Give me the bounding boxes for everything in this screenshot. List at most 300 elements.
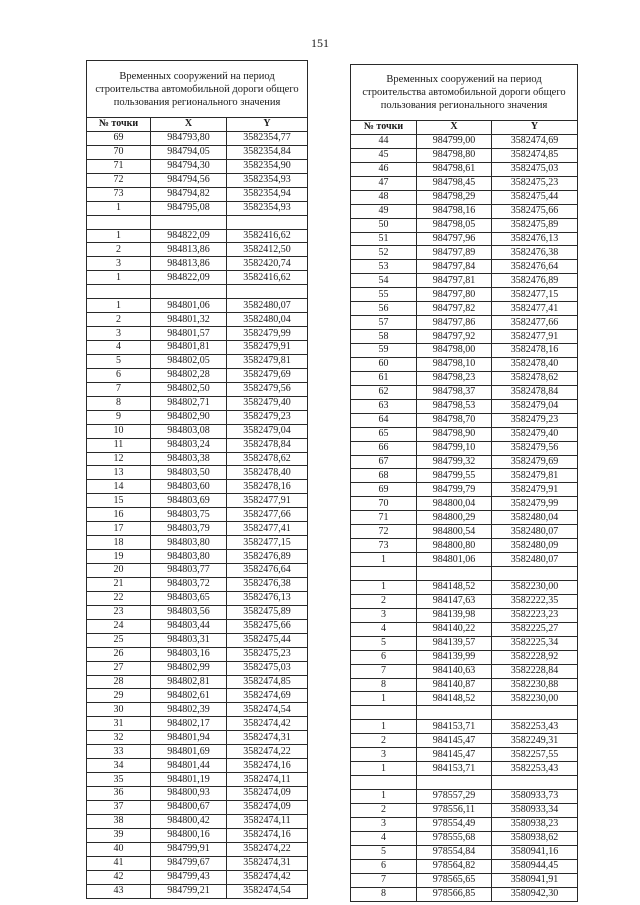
x-coordinate-cell: 978566,85: [417, 887, 492, 901]
y-coordinate-cell: 3582479,99: [492, 497, 578, 511]
point-number-cell: [351, 776, 417, 790]
table-row: [87, 814, 308, 828]
y-coordinate-cell: 3582478,40: [492, 357, 578, 371]
y-coordinate-cell: 3582476,64: [492, 260, 578, 274]
x-coordinate-cell: 984798,16: [417, 204, 492, 218]
page-number: 151: [311, 36, 329, 50]
x-coordinate-cell: 984813,86: [151, 243, 227, 257]
x-coordinate-cell: 984139,98: [417, 608, 492, 622]
x-coordinate-cell: 984140,87: [417, 678, 492, 692]
table-row: [87, 396, 308, 410]
point-number-cell: 57: [351, 316, 417, 330]
point-number-cell: 16: [87, 508, 151, 522]
table-row: [87, 187, 308, 201]
point-number-cell: 30: [87, 703, 151, 717]
table-row: [351, 232, 578, 246]
y-coordinate-cell: 3582228,84: [492, 664, 578, 678]
point-number-cell: 1: [351, 553, 417, 567]
table-row: [351, 260, 578, 274]
table-row: [87, 689, 308, 703]
y-coordinate-cell: 3582474,54: [227, 703, 308, 717]
table-row: [351, 622, 578, 636]
table-row: [87, 229, 308, 243]
point-number-cell: 4: [87, 341, 151, 355]
table-row: [87, 131, 308, 145]
point-number-cell: 1: [87, 299, 151, 313]
x-coordinate-cell: 984799,10: [417, 441, 492, 455]
point-number-cell: 73: [351, 539, 417, 553]
x-coordinate-cell: 978554,84: [417, 845, 492, 859]
x-coordinate-cell: 984798,05: [417, 218, 492, 232]
x-coordinate-cell: 984803,75: [151, 508, 227, 522]
table-row: [351, 385, 578, 399]
y-coordinate-cell: 3582354,93: [227, 201, 308, 215]
point-number-cell: 7: [87, 382, 151, 396]
point-number-cell: 2: [351, 594, 417, 608]
point-number-cell: 32: [87, 731, 151, 745]
x-coordinate-cell: 984799,43: [151, 870, 227, 884]
table-row: [87, 480, 308, 494]
table-row: [351, 790, 578, 804]
table-row: [351, 218, 578, 232]
table-row: [87, 759, 308, 773]
x-coordinate-cell: 984795,08: [151, 201, 227, 215]
x-coordinate-cell: 984802,05: [151, 354, 227, 368]
table-row: [351, 776, 578, 790]
table-row: [351, 357, 578, 371]
x-coordinate-cell: 984153,71: [417, 762, 492, 776]
x-coordinate-cell: [151, 215, 227, 229]
point-number-cell: 6: [351, 650, 417, 664]
point-number-cell: 14: [87, 480, 151, 494]
y-coordinate-cell: 3582230,00: [492, 580, 578, 594]
y-coordinate-cell: 3582222,35: [492, 594, 578, 608]
table-row: [87, 299, 308, 313]
y-coordinate-cell: 3582474,22: [227, 842, 308, 856]
y-coordinate-cell: 3580944,45: [492, 859, 578, 873]
column-header-x: X: [151, 118, 227, 132]
table-row: [351, 483, 578, 497]
y-coordinate-cell: 3582354,77: [227, 131, 308, 145]
point-number-cell: 71: [351, 511, 417, 525]
y-coordinate-cell: 3582230,88: [492, 678, 578, 692]
y-coordinate-cell: 3582476,38: [227, 577, 308, 591]
point-number-cell: 58: [351, 330, 417, 344]
y-coordinate-cell: 3582475,03: [227, 661, 308, 675]
point-number-cell: 12: [87, 452, 151, 466]
point-number-cell: 1: [351, 580, 417, 594]
column-header-y: Y: [227, 118, 308, 132]
table-row: [87, 787, 308, 801]
point-number-cell: 1: [87, 271, 151, 285]
x-coordinate-cell: 984799,21: [151, 884, 227, 898]
y-coordinate-cell: 3582479,23: [227, 410, 308, 424]
point-number-cell: 36: [87, 787, 151, 801]
point-number-cell: 43: [87, 884, 151, 898]
x-coordinate-cell: 984802,81: [151, 675, 227, 689]
point-number-cell: [87, 215, 151, 229]
y-coordinate-cell: 3582475,66: [227, 619, 308, 633]
table-row: [87, 410, 308, 424]
table-row: [351, 134, 578, 148]
point-number-cell: 27: [87, 661, 151, 675]
point-number-cell: 9: [87, 410, 151, 424]
point-number-cell: 1: [351, 790, 417, 804]
table-row: [87, 466, 308, 480]
table-row: [351, 567, 578, 581]
table-row: [87, 745, 308, 759]
table-row: [351, 399, 578, 413]
point-number-cell: 18: [87, 536, 151, 550]
x-coordinate-cell: 984799,91: [151, 842, 227, 856]
y-coordinate-cell: 3580941,91: [492, 873, 578, 887]
y-coordinate-cell: [227, 285, 308, 299]
x-coordinate-cell: 984803,50: [151, 466, 227, 480]
table-row: [87, 508, 308, 522]
point-number-cell: 53: [351, 260, 417, 274]
point-number-cell: 8: [351, 678, 417, 692]
y-coordinate-cell: 3582479,99: [227, 327, 308, 341]
x-coordinate-cell: 984798,37: [417, 385, 492, 399]
point-number-cell: 48: [351, 190, 417, 204]
table-row: [87, 647, 308, 661]
y-coordinate-cell: 3582477,41: [227, 522, 308, 536]
x-coordinate-cell: [151, 285, 227, 299]
point-number-cell: 44: [351, 134, 417, 148]
point-number-cell: 52: [351, 246, 417, 260]
x-coordinate-cell: 984803,72: [151, 577, 227, 591]
y-coordinate-cell: 3582475,44: [492, 190, 578, 204]
table-row: [87, 382, 308, 396]
x-coordinate-cell: 984799,67: [151, 856, 227, 870]
point-number-cell: 7: [351, 664, 417, 678]
x-coordinate-cell: 984822,09: [151, 229, 227, 243]
x-coordinate-cell: 984803,31: [151, 633, 227, 647]
point-number-cell: 1: [87, 229, 151, 243]
point-number-cell: 70: [351, 497, 417, 511]
table-row: [87, 773, 308, 787]
x-coordinate-cell: 984803,60: [151, 480, 227, 494]
table-row: [351, 525, 578, 539]
table-row: [87, 856, 308, 870]
table-row: [87, 201, 308, 215]
point-number-cell: 39: [87, 828, 151, 842]
x-coordinate-cell: 984802,99: [151, 661, 227, 675]
point-number-cell: 69: [351, 483, 417, 497]
table-row: [351, 553, 578, 567]
y-coordinate-cell: 3582478,84: [227, 438, 308, 452]
table-row: [351, 246, 578, 260]
point-number-cell: 46: [351, 162, 417, 176]
point-number-cell: 13: [87, 466, 151, 480]
x-coordinate-cell: 984798,53: [417, 399, 492, 413]
point-number-cell: 2: [351, 734, 417, 748]
point-number-cell: 73: [87, 187, 151, 201]
column-header-point-no: № точки: [87, 118, 151, 132]
point-number-cell: 63: [351, 399, 417, 413]
point-number-cell: 67: [351, 455, 417, 469]
y-coordinate-cell: 3582478,62: [227, 452, 308, 466]
x-coordinate-cell: 984801,69: [151, 745, 227, 759]
x-coordinate-cell: 984801,44: [151, 759, 227, 773]
table-row: [351, 469, 578, 483]
y-coordinate-cell: 3582354,93: [227, 173, 308, 187]
table-caption-left: Временных сооружений на период строительства автомобильной дороги общего пользования регионального значения: [87, 61, 308, 118]
column-header-y: Y: [492, 121, 578, 135]
y-coordinate-cell: 3582480,07: [492, 553, 578, 567]
y-coordinate-cell: 3582474,42: [227, 717, 308, 731]
point-number-cell: 26: [87, 647, 151, 661]
point-number-cell: 69: [87, 131, 151, 145]
y-coordinate-cell: 3582228,92: [492, 650, 578, 664]
y-coordinate-cell: 3580933,73: [492, 790, 578, 804]
table-row: [87, 424, 308, 438]
x-coordinate-cell: 984798,29: [417, 190, 492, 204]
y-coordinate-cell: 3582474,42: [227, 870, 308, 884]
x-coordinate-cell: 984801,94: [151, 731, 227, 745]
x-coordinate-cell: 984147,63: [417, 594, 492, 608]
point-number-cell: 5: [351, 636, 417, 650]
y-coordinate-cell: 3582479,04: [227, 424, 308, 438]
x-coordinate-cell: 984799,32: [417, 455, 492, 469]
x-coordinate-cell: 984148,52: [417, 580, 492, 594]
point-number-cell: 23: [87, 605, 151, 619]
x-coordinate-cell: 984803,56: [151, 605, 227, 619]
table-row: [351, 664, 578, 678]
x-coordinate-cell: 984794,30: [151, 159, 227, 173]
x-coordinate-cell: 984800,04: [417, 497, 492, 511]
table-row: [87, 884, 308, 898]
table-row: [351, 539, 578, 553]
point-number-cell: 50: [351, 218, 417, 232]
table-row: [351, 455, 578, 469]
point-number-cell: 29: [87, 689, 151, 703]
point-number-cell: 3: [87, 257, 151, 271]
y-coordinate-cell: 3582477,15: [492, 288, 578, 302]
table-row: [87, 550, 308, 564]
y-coordinate-cell: 3582480,07: [492, 525, 578, 539]
table-row: [87, 257, 308, 271]
table-row: [351, 748, 578, 762]
y-coordinate-cell: 3582475,89: [227, 605, 308, 619]
point-number-cell: 20: [87, 564, 151, 578]
point-number-cell: 61: [351, 371, 417, 385]
point-number-cell: 8: [351, 887, 417, 901]
x-coordinate-cell: 984802,61: [151, 689, 227, 703]
table-row: [351, 678, 578, 692]
point-number-cell: 45: [351, 148, 417, 162]
table-row: [87, 870, 308, 884]
y-coordinate-cell: 3582475,66: [492, 204, 578, 218]
y-coordinate-cell: 3582474,85: [492, 148, 578, 162]
x-coordinate-cell: 984798,70: [417, 413, 492, 427]
x-coordinate-cell: 984145,47: [417, 734, 492, 748]
table-row: [87, 717, 308, 731]
x-coordinate-cell: 978554,49: [417, 817, 492, 831]
table-row: [87, 215, 308, 229]
x-coordinate-cell: 984798,10: [417, 357, 492, 371]
y-coordinate-cell: 3582474,11: [227, 773, 308, 787]
y-coordinate-cell: 3582475,44: [227, 633, 308, 647]
y-coordinate-cell: 3582476,13: [227, 591, 308, 605]
y-coordinate-cell: 3582479,40: [492, 427, 578, 441]
table-row: [351, 580, 578, 594]
y-coordinate-cell: 3582257,55: [492, 748, 578, 762]
table-row: [87, 661, 308, 675]
table-row: [87, 731, 308, 745]
x-coordinate-cell: 984797,84: [417, 260, 492, 274]
table-row: [87, 145, 308, 159]
y-coordinate-cell: 3582223,23: [492, 608, 578, 622]
y-coordinate-cell: 3582474,31: [227, 731, 308, 745]
x-coordinate-cell: 984793,80: [151, 131, 227, 145]
x-coordinate-cell: 984803,24: [151, 438, 227, 452]
y-coordinate-cell: 3582354,90: [227, 159, 308, 173]
table-row: [351, 650, 578, 664]
y-coordinate-cell: 3582476,89: [492, 274, 578, 288]
x-coordinate-cell: 978557,29: [417, 790, 492, 804]
y-coordinate-cell: 3582480,04: [492, 511, 578, 525]
x-coordinate-cell: 984803,79: [151, 522, 227, 536]
table-row: [351, 873, 578, 887]
y-coordinate-cell: [492, 706, 578, 720]
table-row: [87, 633, 308, 647]
x-coordinate-cell: 984801,19: [151, 773, 227, 787]
point-number-cell: 11: [87, 438, 151, 452]
y-coordinate-cell: 3580942,30: [492, 887, 578, 901]
x-coordinate-cell: 984800,80: [417, 539, 492, 553]
point-number-cell: 60: [351, 357, 417, 371]
point-number-cell: 6: [351, 859, 417, 873]
point-number-cell: 3: [351, 817, 417, 831]
x-coordinate-cell: 984798,90: [417, 427, 492, 441]
table-row: [87, 438, 308, 452]
y-coordinate-cell: 3582474,54: [227, 884, 308, 898]
x-coordinate-cell: 984803,08: [151, 424, 227, 438]
x-coordinate-cell: 984802,39: [151, 703, 227, 717]
point-number-cell: 54: [351, 274, 417, 288]
y-coordinate-cell: 3582474,16: [227, 828, 308, 842]
y-coordinate-cell: 3582477,66: [227, 508, 308, 522]
x-coordinate-cell: 984802,28: [151, 368, 227, 382]
y-coordinate-cell: 3582479,69: [227, 368, 308, 382]
table-row: [87, 800, 308, 814]
x-coordinate-cell: [417, 776, 492, 790]
point-number-cell: 17: [87, 522, 151, 536]
y-coordinate-cell: 3582225,34: [492, 636, 578, 650]
table-row: [87, 341, 308, 355]
x-coordinate-cell: 984801,57: [151, 327, 227, 341]
x-coordinate-cell: 984794,05: [151, 145, 227, 159]
table-row: [351, 511, 578, 525]
x-coordinate-cell: 984140,22: [417, 622, 492, 636]
table-caption-right: Временных сооружений на период строительства автомобильной дороги общего пользования регионального значения: [351, 65, 578, 121]
table-row: [87, 271, 308, 285]
point-number-cell: 25: [87, 633, 151, 647]
point-number-cell: 64: [351, 413, 417, 427]
table-row: [87, 327, 308, 341]
x-coordinate-cell: 984797,82: [417, 302, 492, 316]
point-number-cell: 24: [87, 619, 151, 633]
point-number-cell: 42: [87, 870, 151, 884]
x-coordinate-cell: 984801,06: [417, 553, 492, 567]
y-coordinate-cell: [227, 215, 308, 229]
y-coordinate-cell: 3582475,03: [492, 162, 578, 176]
y-coordinate-cell: [492, 776, 578, 790]
x-coordinate-cell: 984802,90: [151, 410, 227, 424]
x-coordinate-cell: 984140,63: [417, 664, 492, 678]
y-coordinate-cell: 3582479,91: [227, 341, 308, 355]
point-number-cell: 1: [351, 762, 417, 776]
table-row: [351, 344, 578, 358]
point-number-cell: 1: [351, 720, 417, 734]
point-number-cell: 8: [87, 396, 151, 410]
x-coordinate-cell: 984799,79: [417, 483, 492, 497]
y-coordinate-cell: 3582479,56: [227, 382, 308, 396]
y-coordinate-cell: 3582479,56: [492, 441, 578, 455]
y-coordinate-cell: 3582476,64: [227, 564, 308, 578]
x-coordinate-cell: 984798,45: [417, 176, 492, 190]
x-coordinate-cell: 984803,16: [151, 647, 227, 661]
point-number-cell: 2: [87, 313, 151, 327]
y-coordinate-cell: 3582478,16: [227, 480, 308, 494]
point-number-cell: 55: [351, 288, 417, 302]
table-row: [351, 845, 578, 859]
y-coordinate-cell: 3582474,09: [227, 800, 308, 814]
point-number-cell: 68: [351, 469, 417, 483]
table-row: [351, 636, 578, 650]
table-row: [351, 176, 578, 190]
point-number-cell: 4: [351, 622, 417, 636]
x-coordinate-cell: 984139,99: [417, 650, 492, 664]
point-number-cell: 70: [87, 145, 151, 159]
y-coordinate-cell: 3582477,41: [492, 302, 578, 316]
y-coordinate-cell: 3582474,22: [227, 745, 308, 759]
x-coordinate-cell: 984802,50: [151, 382, 227, 396]
x-coordinate-cell: [417, 567, 492, 581]
y-coordinate-cell: 3582253,43: [492, 762, 578, 776]
point-number-cell: 6: [87, 368, 151, 382]
column-header-point-no: № точки: [351, 121, 417, 135]
column-header-x: X: [417, 121, 492, 135]
y-coordinate-cell: [492, 567, 578, 581]
y-coordinate-cell: 3582480,09: [492, 539, 578, 553]
table-row: [87, 285, 308, 299]
x-coordinate-cell: 984803,38: [151, 452, 227, 466]
table-row: [351, 817, 578, 831]
point-number-cell: 28: [87, 675, 151, 689]
x-coordinate-cell: 984803,65: [151, 591, 227, 605]
x-coordinate-cell: 984798,61: [417, 162, 492, 176]
x-coordinate-cell: 984797,86: [417, 316, 492, 330]
x-coordinate-cell: 984139,57: [417, 636, 492, 650]
point-number-cell: 72: [87, 173, 151, 187]
table-row: [351, 427, 578, 441]
table-row: [87, 842, 308, 856]
table-row: [351, 692, 578, 706]
point-number-cell: 35: [87, 773, 151, 787]
point-number-cell: 7: [351, 873, 417, 887]
x-coordinate-cell: 984799,00: [417, 134, 492, 148]
y-coordinate-cell: 3582479,81: [492, 469, 578, 483]
table-row: [351, 497, 578, 511]
point-number-cell: 37: [87, 800, 151, 814]
x-coordinate-cell: 984145,47: [417, 748, 492, 762]
table-row: [351, 887, 578, 901]
y-coordinate-cell: 3582474,16: [227, 759, 308, 773]
table-row: [351, 190, 578, 204]
y-coordinate-cell: 3582479,69: [492, 455, 578, 469]
